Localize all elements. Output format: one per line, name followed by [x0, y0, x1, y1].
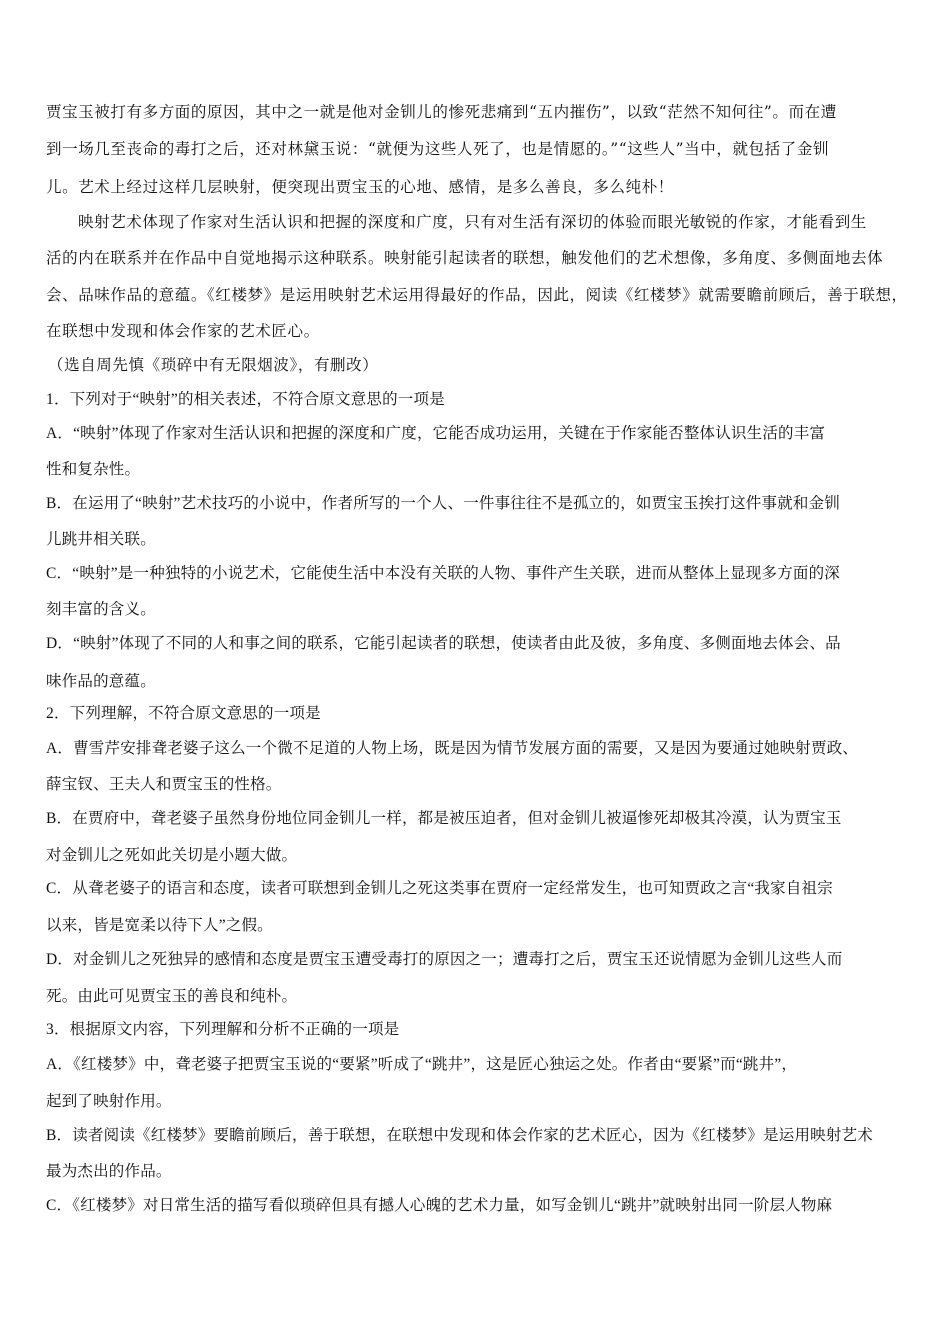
option-a-line: A．《红楼梦》中，聋老婆子把贾宝玉说的“要紧”听成了“跳井”，这是匠心独运之处。作者由“要紧”而“跳井”，	[46, 1056, 798, 1073]
option-a-line: A．曹雪芹安排聋老婆子这么一个微不足道的人物上场，既是因为情节发展方面的需要，又是因为要通过她映射贾政、	[46, 740, 859, 757]
option-c-line: 刻丰富的含义。	[46, 601, 156, 618]
option-b-line: B．在贾府中，聋老婆子虽然身份地位同金钏儿一样，都是被压迫者，但对金钏儿被逼惨死却极其冷漠，认为贾宝玉	[46, 810, 842, 827]
option-c-line: C．《红楼梦》对日常生活的描写看似琐碎但具有撼人心魄的艺术力量，如写金钏儿“跳井”就映射出同一阶层人物麻	[46, 1197, 833, 1214]
option-b-line: 对金钏儿之死如此关切是小题大做。	[46, 847, 298, 864]
option-d-line: D．对金钏儿之死独异的感情和态度是贾宝玉遭受毒打的原因之一；遭毒打之后，贾宝玉还说情愿为金钏儿这些人而	[46, 951, 843, 968]
option-a-line: A．“映射”体现了作家对生活认识和把握的深度和广度，它能否成功运用，关键在于作家能否整体认识生活的丰富	[46, 425, 826, 442]
question-stem: 3．根据原文内容，下列理解和分析不正确的一项是	[46, 1021, 400, 1038]
passage-source: （选自周先慎《琐碎中有无限烟波》，有删改）	[48, 356, 379, 374]
option-c-line: 以来，皆是宽柔以待下人”之假。	[46, 917, 273, 934]
passage-line: 到一场几至丧命的毒打之后，还对林黛玉说：“就便为这些人死了，也是情愿的。”“这些人”当中，就包括了金钏	[46, 140, 830, 158]
option-b-line: 最为杰出的作品。	[46, 1163, 172, 1180]
option-a-line: 性和复杂性。	[46, 461, 141, 478]
option-b-line: 儿跳井相关联。	[46, 531, 156, 548]
option-d-line: 味作品的意蕴。	[46, 673, 156, 690]
option-a-line: 薛宝钗、王夫人和贾宝玉的性格。	[46, 776, 282, 793]
passage-line: 贾宝玉被打有多方面的原因，其中之一就是他对金钏儿的惨死悲痛到“五内摧伤”，以致“茫然不知何往”。而在遭	[46, 103, 837, 121]
passage-line: 映射艺术体现了作家对生活认识和把握的深度和广度，只有对生活有深切的体验而眼光敏锐的作家，才能看到生	[78, 213, 867, 231]
passage-line: 活的内在联系并在作品中自觉地揭示这种联系。映射能引起读者的联想，触发他们的艺术想像，多角度、多侧面地去体	[46, 249, 884, 267]
option-d-line: 死。由此可见贾宝玉的善良和纯朴。	[46, 988, 298, 1005]
option-b-line: B．在运用了“映射”艺术技巧的小说中，作者所写的一个人、一件事往往不是孤立的，如贾宝玉挨打这件事就和金钏	[46, 495, 841, 512]
passage-line: 儿。艺术上经过这样几层映射，便突现出贾宝玉的心地、感情，是多么善良，多么纯朴！	[46, 178, 674, 196]
option-a-line: 起到了映射作用。	[46, 1093, 172, 1110]
option-b-line: B．读者阅读《红楼梦》要瞻前顾后，善于联想，在联想中发现和体会作家的艺术匠心，因为《红楼梦》是运用映射艺术	[46, 1127, 873, 1144]
passage-line: 在联想中发现和体会作家的艺术匠心。	[46, 322, 320, 340]
option-d-line: D．“映射”体现了不同的人和事之间的联系，它能引起读者的联想，使读者由此及彼，多角度、多侧面地去体会、品	[46, 635, 841, 652]
question-stem: 2．下列理解，不符合原文意思的一项是	[46, 705, 321, 722]
option-c-line: C．从聋老婆子的语言和态度，读者可联想到金钏儿之死这类事在贾府一定经常发生，也可知贾政之言“我家自祖宗	[46, 880, 833, 897]
option-c-line: C．“映射”是一种独特的小说艺术，它能使生活中本没有关联的人物、事件产生关联，进而从整体上显现多方面的深	[46, 565, 841, 582]
question-stem: 1．下列对于“映射”的相关表述，不符合原文意思的一项是	[46, 391, 445, 408]
passage-line: 会、品味作品的意蕴。《红楼梦》是运用映射艺术运用得最好的作品，因此，阅读《红楼梦》就需要瞻前顾后，善于联想，	[46, 286, 908, 304]
